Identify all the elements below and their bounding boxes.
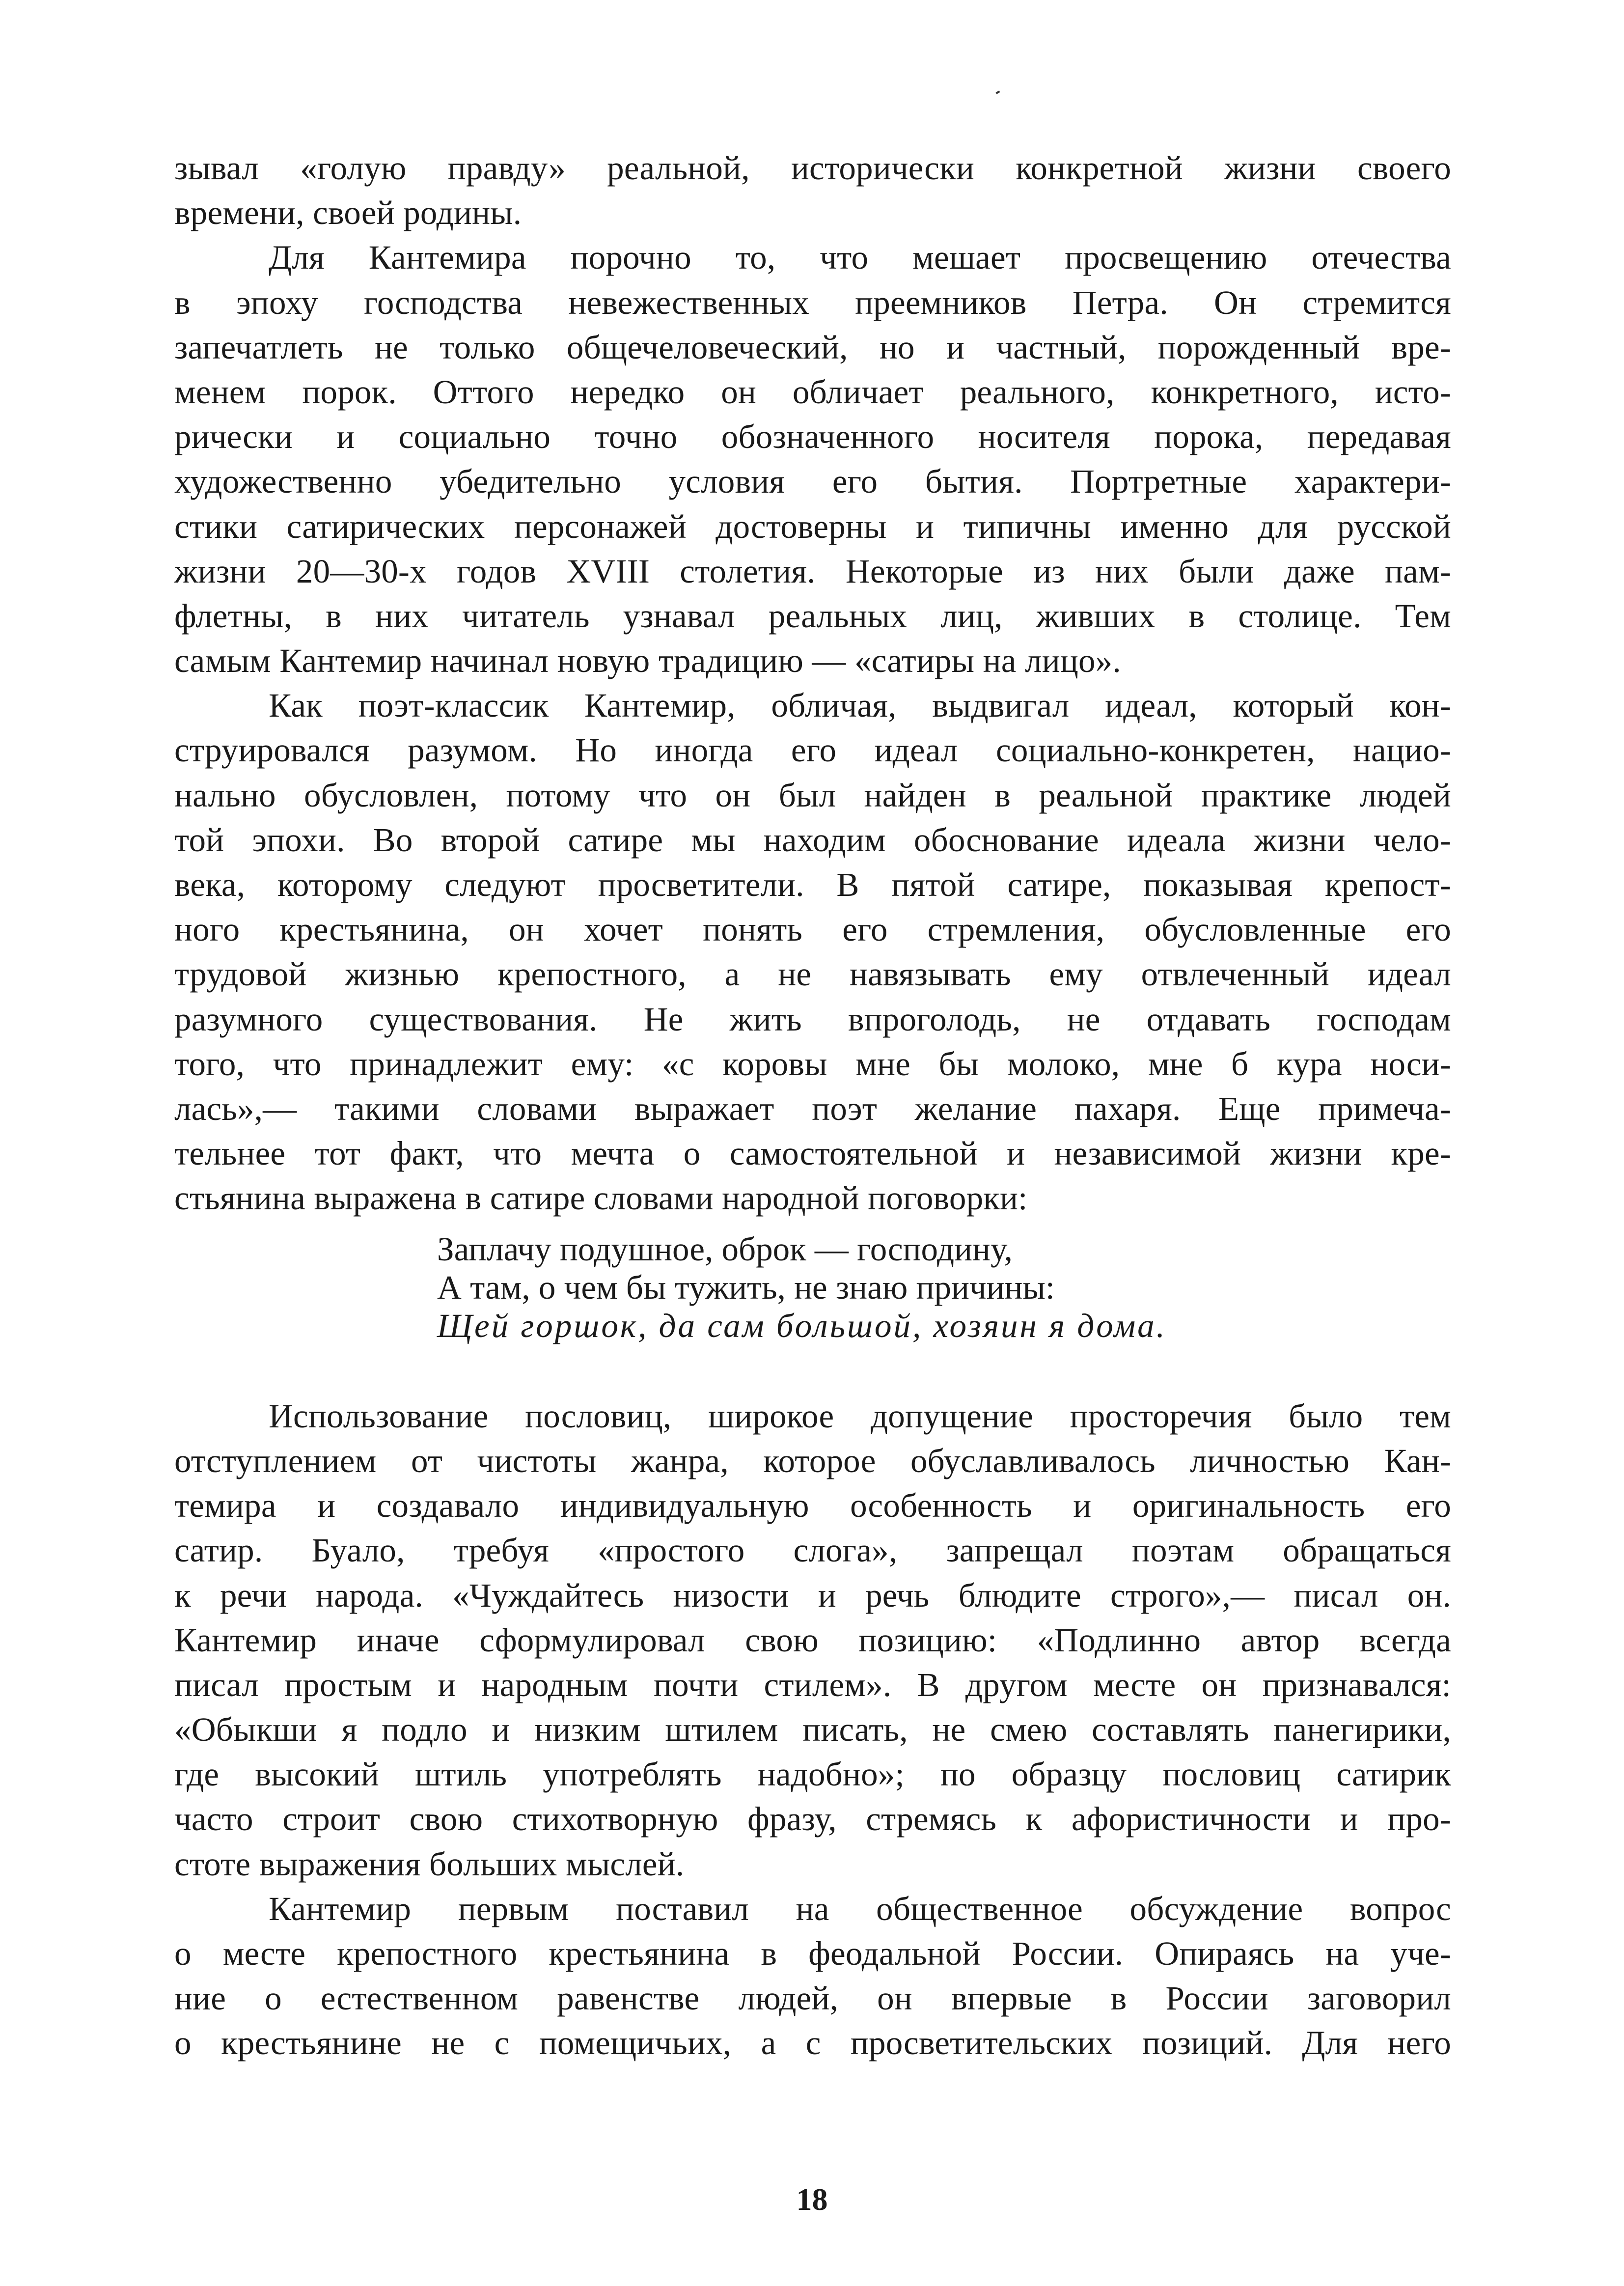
text-line: стьянина выражена в сатире словами народной поговорки: (174, 1179, 1028, 1217)
text-line: Для Кантемира порочно то, что мешает просвещению отечества (269, 239, 1451, 277)
text-line: жизни 20—30-х годов XVIII столетия. Некоторые из них были даже пам- (174, 552, 1451, 590)
text-block-top (174, 146, 1451, 1221)
text-line: стоте выражения больших мыслей. (174, 1845, 685, 1883)
text-line: где высокий штиль употреблять надобно»; по образцу пословиц сатирик (174, 1756, 1451, 1793)
text-line: сатир. Буало, требуя «простого слога», запрещал поэтам обращаться (174, 1532, 1451, 1569)
text-line: часто строит свою стихотворную фразу, стремясь к афористичности и про- (174, 1800, 1451, 1838)
text-line: ние о естественном равенстве людей, он впервые в России заговорил (174, 1979, 1451, 2017)
text-line: менем порок. Оттого нередко он обличает реального, конкретного, исто- (174, 373, 1451, 411)
text-line: Кантемир первым поставил на общественное обсуждение вопрос (269, 1890, 1451, 1927)
text-line: к речи народа. «Чуждайтесь низости и речь блюдите строго»,— писал он. (174, 1576, 1451, 1614)
poem-line: А там, о чем бы тужить, не знаю причины: (437, 1268, 1055, 1306)
page-number: 18 (796, 2182, 828, 2217)
text-line: ного крестьянина, он хочет понять его стремления, обусловленные его (174, 911, 1451, 948)
poem-quote (437, 1230, 1282, 1345)
text-block-bottom (174, 1394, 1451, 2066)
text-line: темира и создавало индивидуальную особенность и оригинальность его (174, 1487, 1451, 1525)
text-line: времени, своей родины. (174, 194, 522, 232)
text-line: зывал «голую правду» реальной, исторически конкретной жизни своего (174, 149, 1451, 187)
text-line: отступлением от чистоты жанра, которое обуславливалось личностью Кан- (174, 1442, 1451, 1479)
text-line: художественно убедительно условия его бытия. Портретные характери- (174, 463, 1451, 501)
text-line: трудовой жизнью крепостного, а не навязывать ему отвлеченный идеал (174, 955, 1451, 993)
text-line: запечатлеть не только общечеловеческий, но и частный, порожденный вре- (174, 328, 1451, 366)
text-line: рически и социально точно обозначенного носителя порока, передавая (174, 418, 1451, 456)
text-line: струировался разумом. Но иногда его идеал социально-конкретен, нацио- (174, 731, 1451, 769)
text-line: стики сатирических персонажей достоверны и типичны именно для русской (174, 507, 1451, 545)
text-line: того, что принадлежит ему: «с коровы мне бы молоко, мне б кура носи- (174, 1045, 1451, 1083)
text-line: Кантемир иначе сформулировал свою позицию: «Подлинно автор всегда (174, 1621, 1451, 1659)
text-line: тельнее тот факт, что мечта о самостоятельной и независимой жизни кре- (174, 1135, 1451, 1172)
text-line: той эпохи. Во второй сатире мы находим обоснование идеала жизни чело- (174, 821, 1451, 859)
text-line: о месте крепостного крестьянина в феодальной России. Опираясь на уче- (174, 1935, 1451, 1973)
text-line: писал простым и народным почти стилем». В другом месте он признавался: (174, 1666, 1451, 1703)
poem-line: Щей горшок, да сам большой, хозяин я дома. (437, 1307, 1167, 1344)
text-line: века, которому следуют просветители. В пятой сатире, показывая крепост- (174, 866, 1451, 903)
text-line: флетны, в них читатель узнавал реальных лиц, живших в столице. Тем (174, 597, 1451, 635)
text-line: лась»,— такими словами выражает поэт желание пахаря. Еще примеча- (174, 1089, 1451, 1127)
scan-speck (996, 90, 1000, 94)
text-line: нально обусловлен, потому что он был найден в реальной практике людей (174, 776, 1451, 814)
text-line: в эпоху господства невежественных преемников Петра. Он стремится (174, 283, 1451, 321)
text-line: Использование пословиц, широкое допущение просторечия было тем (269, 1397, 1451, 1435)
text-line: «Обыкши я подло и низким штилем писать, не смею составлять панегирики, (174, 1711, 1451, 1749)
text-line: Как поэт-классик Кантемир, обличая, выдвигал идеал, который кон- (269, 687, 1451, 725)
text-line: о крестьянине не с помещичьих, а с просветительских позиций. Для него (174, 2024, 1451, 2062)
text-line: самым Кантемир начинал новую традицию — «сатиры на лицо». (174, 642, 1121, 680)
text-line: разумного существования. Не жить впроголодь, не отдавать господам (174, 1000, 1451, 1038)
poem-line: Заплачу подушное, оброк — господину, (437, 1230, 1013, 1268)
